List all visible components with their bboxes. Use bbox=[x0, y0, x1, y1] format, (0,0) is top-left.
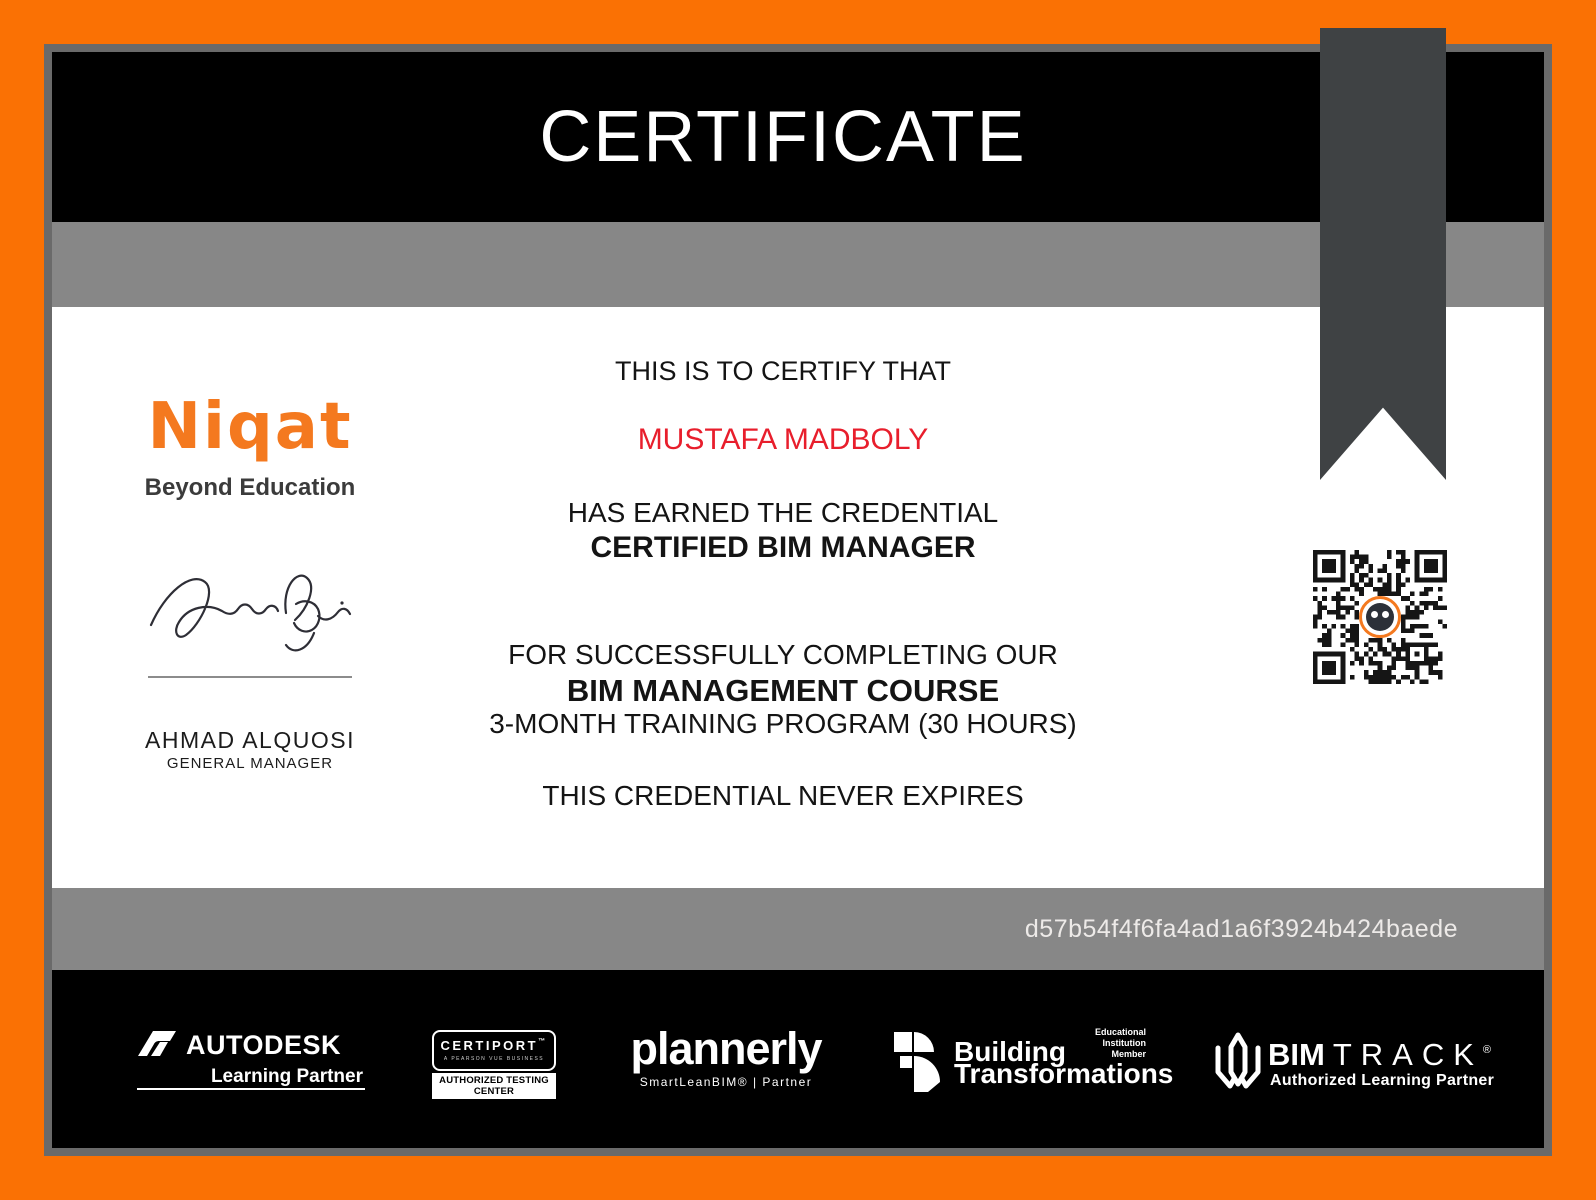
completing-line: FOR SUCCESSFULLY COMPLETING OUR bbox=[508, 639, 1058, 670]
certiport-banner: AUTHORIZED TESTING CENTER bbox=[432, 1073, 556, 1099]
plannerly-name: plannerly bbox=[630, 1023, 822, 1074]
signatory-role: GENERAL MANAGER bbox=[166, 755, 334, 772]
partner-bim-track bbox=[1204, 1012, 1516, 1102]
expiry-line: THIS CREDENTIAL NEVER EXPIRES bbox=[542, 780, 1024, 811]
bim-track-name-spaced: TRACK bbox=[1332, 1037, 1483, 1072]
signature-script bbox=[145, 559, 355, 664]
credential-name: CERTIFIED BIM MANAGER bbox=[590, 531, 976, 564]
certiport-trademark: ™ bbox=[538, 1038, 548, 1045]
building-transformations-line1: Building bbox=[954, 1036, 1066, 1067]
program-line: 3-MONTH TRAINING PROGRAM (30 HOURS) bbox=[489, 708, 1077, 739]
certificate-title: CERTIFICATE bbox=[539, 97, 1027, 177]
recipient-name: MUSTAFA MADBOLY bbox=[637, 423, 929, 456]
autodesk-name: AUTODESK bbox=[186, 1030, 342, 1060]
partner-plannerly bbox=[615, 1023, 837, 1089]
statement-column bbox=[413, 307, 1153, 888]
certiport-box bbox=[432, 1030, 556, 1071]
building-transformations-member: Educational Institution Member bbox=[1094, 1027, 1146, 1059]
building-transformations-icon bbox=[890, 1030, 946, 1099]
issuer-tagline: Beyond Education bbox=[144, 474, 356, 501]
autodesk-subtitle: Learning Partner bbox=[210, 1066, 363, 1087]
partner-building-transformations bbox=[880, 1018, 1172, 1108]
partners-band bbox=[52, 970, 1544, 1148]
qr-code bbox=[1313, 550, 1447, 684]
building-transformations-line2: Transformations bbox=[954, 1058, 1174, 1089]
autodesk-logo-icon bbox=[137, 1029, 177, 1062]
bim-track-name-bold: BIM bbox=[1268, 1037, 1325, 1072]
credential-id-band bbox=[52, 888, 1544, 970]
signatory-name: AHMAD ALQUOSI bbox=[145, 727, 355, 753]
course-name: BIM MANAGEMENT COURSE bbox=[566, 673, 1000, 708]
plannerly-subtitle: SmartLeanBIM® | Partner bbox=[639, 1075, 813, 1089]
bim-track-registered: ® bbox=[1482, 1044, 1492, 1056]
earned-line: HAS EARNED THE CREDENTIAL bbox=[567, 497, 999, 528]
signature-line bbox=[148, 676, 352, 678]
bim-track-subtitle: Authorized Learning Partner bbox=[1270, 1072, 1495, 1089]
certify-line: THIS IS TO CERTIFY THAT bbox=[614, 356, 952, 386]
bim-track-icon bbox=[1212, 1032, 1264, 1095]
issuer-brand-wordmark: Niqat bbox=[147, 390, 353, 464]
autodesk-underline bbox=[137, 1088, 365, 1090]
qr-center-logo bbox=[1359, 596, 1401, 638]
owl-icon bbox=[1366, 603, 1394, 631]
certiport-name: CERTIPORT bbox=[440, 1038, 539, 1053]
credential-id: d57b54f4f6fa4ad1a6f3924b424baede bbox=[1024, 914, 1458, 943]
certiport-tagline: A PEARSON VUE BUSINESS bbox=[443, 1056, 545, 1062]
partner-certiport bbox=[432, 1030, 556, 1099]
